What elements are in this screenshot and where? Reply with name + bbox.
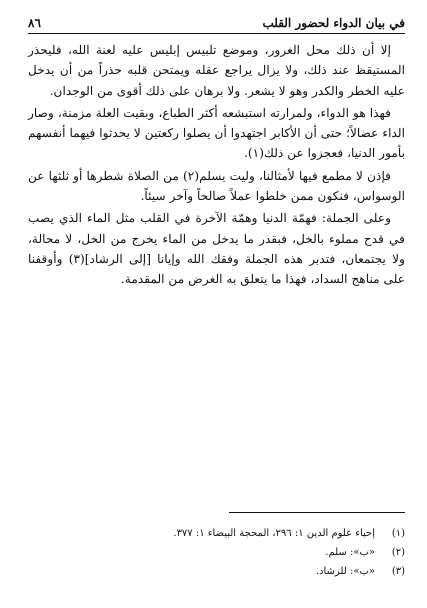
footnote [28,543,405,562]
paragraph: وعلى الجملة: فهمّة الدنيا وهمّة الآخرة في القلب مثل الماء الذي يصب في قدح مملوء بالخل، فبقدر ما يدخل من الماء يخرج من الخل، لا محالة، ولا يجتمعان، فتدبر هذه الجملة وفقك الله وإيانا [إلى الرشاد](٣) وأوقفنا على مناهج السداد، فهذا ما يتعلق به الغرض من المقدمة. [28,211,405,287]
page-number: ٨٦ [28,16,41,30]
footnote [28,562,405,581]
footnote-text: «ب»: سلم. [325,547,375,558]
footnote-number: (٢) [391,547,405,558]
main-text [28,40,405,290]
footnote-number: (٣) [391,566,405,577]
footnotes [28,524,405,581]
footnote-text: إحياء علوم الدين ١: ٢٩٦، المحجة البيضاء ١: ٣٧٧. [173,528,375,539]
paragraph: إلا أن ذلك محل الغرور، وموضع تلبيس إبليس عليه لعنة الله، فليحذر المستيقظ عند ذلك، ولا يزال يراجع عقله ويمتحن قلبه حذراً من أن يدخل عليه الخطر والكدر وهو لا يشعر. ولا برهان على ذلك أقوى من الوجدان. [28,43,405,98]
footnote-separator [229,512,405,513]
running-header [28,10,405,34]
footnote-text: «ب»: للرشاد. [315,566,375,577]
paragraph: فهذا هو الدواء، ولمرارته استبشعه أكثر الطباع، وبقيت العلة مزمنة، وصار الداء عضالاً؛ حتى أن الأكابر اجتهدوا أن يصلوا ركعتين لا يحدثوا فيهما أنفسهم بأمور الدنيا، فعجزوا عن ذلك(١). [28,105,405,161]
footnote [28,524,405,543]
paragraph: فإذن لا مطمع فيها لأمثالنا، وليت يسلم(٢) من الصلاة شطرها أو ثلثها عن الوسواس، فنكون ممن خلطوا عملاً صالحاً وآخر سيئاً. [28,168,405,204]
running-title: في بيان الدواء لحضور القلب [262,16,405,30]
footnote-number: (١) [391,528,405,539]
